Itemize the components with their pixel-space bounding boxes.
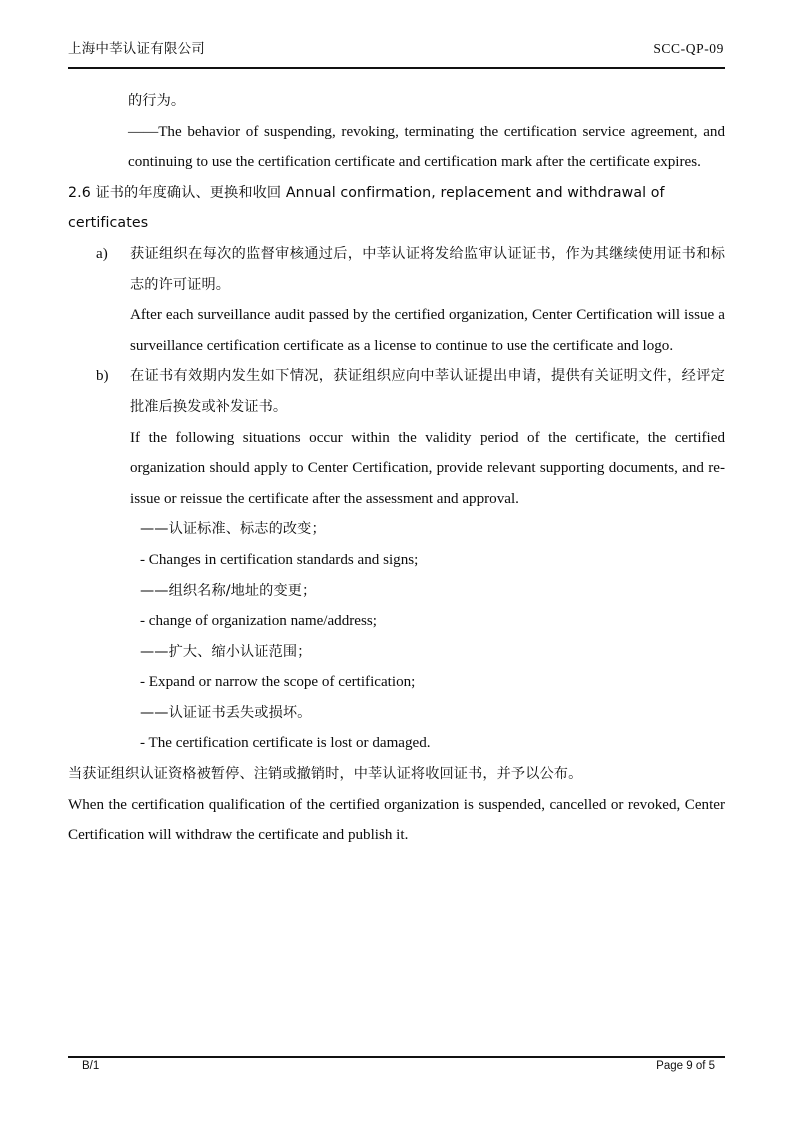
- sub-item-7: - The certification certificate is lost or damaged.: [140, 735, 431, 752]
- dash-item-en-behavior: ——The behavior of suspending, revoking, terminating the certification service agreement, and continuing to use the certification certificate and certification mark after the certificate expires.: [128, 123, 725, 171]
- sub-item-6: ——认证证书丢失或损坏。: [140, 704, 312, 721]
- sub-item-3: - change of organization name/address;: [140, 613, 377, 630]
- sub-item-2: ——组织名称/地址的变更；: [140, 582, 317, 599]
- closing-paragraph-en: When the certification qualification of the certified organization is suspended, cancelled or revoked, Center Certification will withdraw the certificate and publish it.: [68, 796, 725, 844]
- footer-revision: B/1: [82, 1060, 100, 1072]
- list-item-a: [96, 239, 725, 361]
- list-item-a-text-zh: 获证组织在每次的监督审核通过后，中莘认证将发给监审认证证书，作为其继续使用证书和标志的许可证明。: [130, 245, 725, 293]
- section-heading-2-6: 2.6 证书的年度确认、更换和收回 Annual confirmation, replacement and withdrawal of certificates: [68, 184, 665, 232]
- list-item-a-text-en: After each surveillance audit passed by the certified organization, Center Certification will issue a surveillance certification certificate as a license to continue to use the certificate and logo.: [130, 307, 725, 354]
- list-item-a-content: [130, 239, 725, 361]
- paragraph-continuation-zh: 的行为。: [128, 93, 186, 109]
- document-body: [0, 86, 800, 851]
- closing-paragraph-zh: 当获证组织认证资格被暂停、注销或撤销时，中莘认证将收回证书，并予以公布。: [68, 766, 583, 783]
- list-item-b-text-zh: 在证书有效期内发生如下情况，获证组织应向中莘认证提出申请，提供有关证明文件，经评定批准后换发或补发证书。: [130, 368, 725, 415]
- sub-item-0: ——认证标准、标志的改变；: [140, 521, 326, 538]
- header-company-name: 上海中莘认证有限公司: [68, 41, 205, 56]
- list-item-a-marker: a): [96, 245, 108, 262]
- header-document-code: SCC-QP-09: [653, 41, 724, 56]
- header-divider: [68, 67, 725, 69]
- sub-item-5: - Expand or narrow the scope of certification;: [140, 674, 416, 691]
- page-header: [68, 42, 724, 57]
- list-item-b-marker: b): [96, 368, 109, 385]
- list-item-b-content: [130, 361, 725, 514]
- sub-item-4: ——扩大、缩小认证范围；: [140, 643, 312, 660]
- list-item-b: [96, 361, 725, 514]
- list-item-b-text-en: If the following situations occur within the validity period of the certificate, the certified organization should apply to Center Certification, provide relevant supporting documents, and re-issue or reissue the certificate after the assessment and approval.: [130, 429, 725, 507]
- footer-divider: [68, 1056, 725, 1058]
- sub-item-1: - Changes in certification standards and signs;: [140, 551, 419, 568]
- page-footer: [68, 1060, 725, 1072]
- footer-page-number: Page 9 of 5: [656, 1060, 715, 1072]
